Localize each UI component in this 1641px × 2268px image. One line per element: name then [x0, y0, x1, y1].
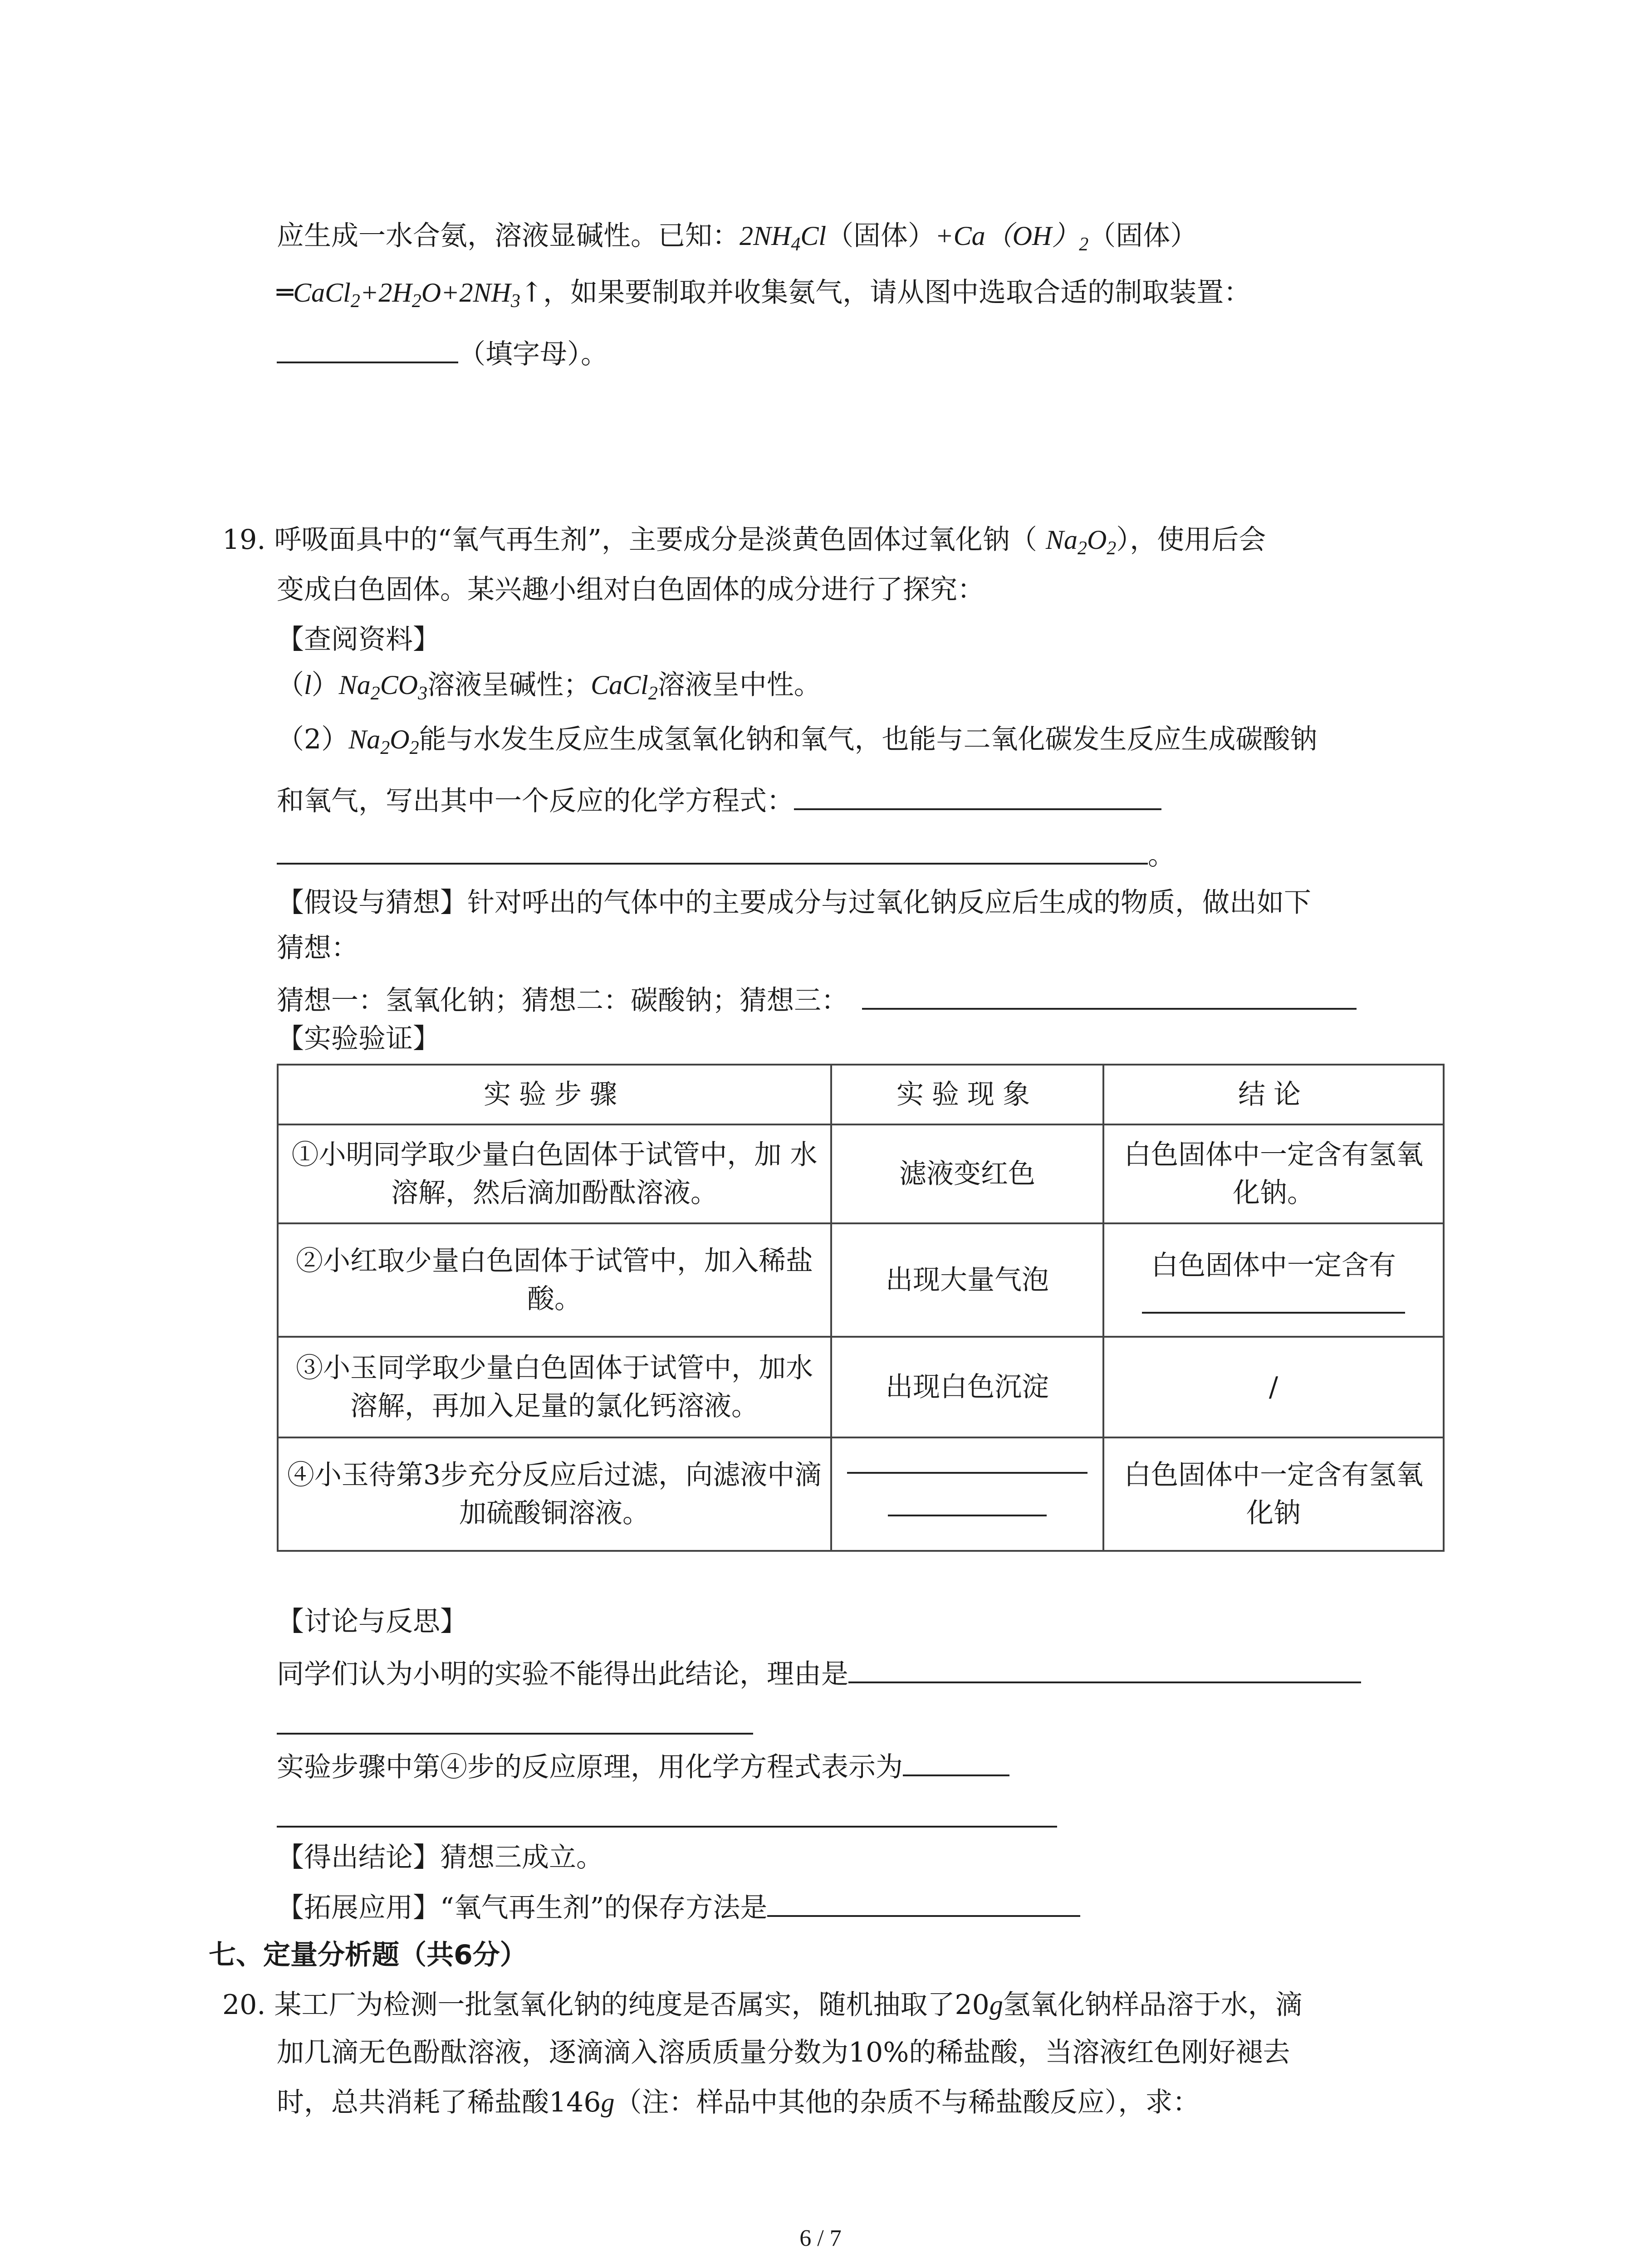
formula-cacl: CaCl — [591, 670, 648, 700]
item-num: （2） — [277, 723, 349, 755]
page-number: 6 / 7 — [799, 2225, 842, 2251]
step-cell: ④小玉待第3步充分反应后过滤，向滤液中滴加硫酸铜溶液。 — [278, 1437, 831, 1551]
phenomenon-cell: 滤液变红色 — [831, 1124, 1103, 1223]
section-title-text: 七、定量分析题（共6分） — [209, 1939, 527, 1971]
research-item-2-line-3 — [277, 835, 1175, 874]
answer-blank[interactable] — [848, 1653, 1361, 1683]
formula-plus: + — [935, 221, 954, 251]
formula-o: O — [1087, 525, 1107, 555]
answer-blank[interactable] — [903, 1746, 1009, 1776]
item-text: 能与水发生反应生成氢氧化钠和氧气，也能与二氧化碳发生反应生成碳酸钠 — [419, 723, 1318, 755]
hypothesis-line-2 — [277, 930, 358, 966]
formula-nh4: NH — [753, 221, 791, 251]
formula-sub: 2 — [370, 683, 380, 704]
answer-blank[interactable] — [794, 780, 1161, 810]
answer-blank[interactable] — [847, 1472, 1087, 1474]
phenomenon-cell — [831, 1437, 1103, 1551]
formula-o: O — [421, 278, 441, 308]
q20-line-1 — [222, 1987, 1303, 2023]
heading-text: 【查阅资料】 — [277, 624, 440, 655]
q18-line-1 — [277, 218, 1197, 254]
formula-sub: 2 — [648, 683, 658, 704]
conclusion-line — [277, 1839, 603, 1876]
research-item-1 — [277, 667, 821, 703]
formula-cacl: CaCl — [293, 278, 351, 308]
discussion-line-2 — [277, 1746, 1009, 1785]
item-text: 溶液呈中性。 — [657, 669, 821, 701]
formula-sub: 2 — [1079, 234, 1089, 255]
formula-sub: 2 — [1107, 538, 1117, 559]
unit: g — [601, 2087, 615, 2117]
q20-text: 20. 某工厂为检测一批氢氧化钠的纯度是否属实，随机抽取了20 — [222, 1989, 989, 2021]
conclusion-cell: 白色固体中一定含有氢氧化钠 — [1103, 1437, 1444, 1551]
item-num: l — [304, 670, 312, 700]
formula-o: O — [390, 724, 410, 754]
formula-plus: +2 — [360, 278, 392, 308]
q19-text: 变成白色固体。某兴趣小组对白色固体的成分进行了探究： — [277, 574, 985, 606]
q18-text: ，如果要制取并收集氨气，请从图中选取合适的制取装置： — [543, 277, 1251, 308]
guesses-text: 猜想一：氢氧化钠；猜想二：碳酸钠；猜想三： — [277, 985, 848, 1017]
formula-oh: （OH） — [985, 221, 1079, 251]
state-label: （固体） — [1088, 220, 1198, 252]
formula-ca: Ca — [953, 221, 985, 251]
table-row — [278, 1124, 1444, 1223]
header-phenomenon: 实验现象 — [831, 1065, 1103, 1124]
table-header-row — [278, 1065, 1444, 1124]
formula-sub: 3 — [418, 683, 428, 704]
formula-h: H — [392, 278, 412, 308]
heading-text: 【实验验证】 — [277, 1023, 440, 1055]
table-row — [278, 1437, 1444, 1551]
discussion-heading — [277, 1603, 467, 1640]
q20-text: （注：样品中其他的杂质不与稀盐酸反应），求： — [614, 2087, 1200, 2118]
period: 。 — [1148, 840, 1175, 871]
formula-sub: 2 — [409, 738, 419, 758]
extension-text: 【拓展应用】“氧气再生剂”的保存方法是 — [277, 1892, 768, 1924]
item-num: ） — [311, 669, 339, 701]
answer-blank[interactable] — [767, 1887, 1080, 1917]
formula-sub: 2 — [411, 291, 421, 312]
conclusion-text: 白色固体中一定含有 — [1151, 1250, 1396, 1281]
discussion-line-1 — [277, 1653, 1361, 1692]
formula-eq: ═ — [277, 277, 294, 308]
item-text: 溶液呈碱性； — [427, 669, 591, 701]
answer-blank[interactable] — [277, 1733, 753, 1735]
conclusion-text: 【得出结论】猜想三成立。 — [277, 1842, 603, 1873]
answer-blank[interactable] — [277, 835, 1148, 865]
answer-blank[interactable] — [277, 333, 458, 363]
q19-intro-2 — [277, 572, 985, 608]
formula-sub: 4 — [791, 234, 801, 255]
research-item-2-line-2 — [277, 780, 1161, 819]
section-title — [209, 1937, 527, 1973]
unit: g — [989, 1990, 1003, 2020]
header-step: 实验步骤 — [278, 1065, 831, 1124]
q18-line-2 — [277, 274, 1251, 311]
q20-line-2 — [277, 2034, 1290, 2071]
extension-line — [277, 1887, 1080, 1926]
conclusion-cell: / — [1103, 1337, 1444, 1437]
item-text: 和氧气，写出其中一个反应的化学方程式： — [277, 785, 794, 817]
formula-sub: 2 — [350, 291, 360, 312]
q19-text: ），使用后会 — [1116, 524, 1266, 556]
discussion-text: 同学们认为小明的实验不能得出此结论，理由是 — [277, 1658, 848, 1690]
step-cell: ③小玉同学取少量白色固体于试管中，加水溶解，再加入足量的氯化钙溶液。 — [278, 1337, 831, 1437]
hypothesis-text: 猜想： — [277, 932, 358, 964]
q20-line-3 — [277, 2084, 1200, 2121]
formula-na: Na — [338, 670, 371, 700]
q20-text: 氢氧化钠样品溶于水，滴 — [1003, 1989, 1303, 2021]
formula-sub: 2 — [1077, 538, 1087, 559]
step-cell: ①小明同学取少量白色固体于试管中，加 水溶解，然后滴加酚酞溶液。 — [278, 1124, 831, 1223]
item-num: （ — [277, 669, 304, 701]
q18-line-3 — [277, 333, 608, 372]
q18-text: 应生成一水合氨，溶液显碱性。已知： — [277, 220, 740, 252]
phenomenon-cell: 出现大量气泡 — [831, 1223, 1103, 1337]
state-label: （固体） — [826, 220, 936, 252]
formula-sub: 3 — [510, 291, 520, 312]
q20-text: 时，总共消耗了稀盐酸146 — [277, 2087, 601, 2118]
answer-blank[interactable] — [888, 1515, 1047, 1516]
research-heading — [277, 621, 440, 658]
header-conclusion: 结论 — [1103, 1065, 1444, 1124]
q19-intro-1 — [222, 522, 1266, 558]
formula-nh: NH — [473, 278, 511, 308]
gas-arrow-icon: ↑ — [520, 277, 544, 308]
hypothesis-line-1 — [277, 885, 1311, 921]
table-row — [278, 1337, 1444, 1437]
experiment-heading — [277, 1021, 440, 1057]
formula-cl: Cl — [800, 221, 827, 251]
formula-na: Na — [348, 724, 381, 754]
conclusion-cell — [1103, 1223, 1444, 1337]
heading-text: 【讨论与反思】 — [277, 1606, 467, 1637]
q19-text: 19. 呼吸面具中的“氧气再生剂”，主要成分是淡黄色固体过氧化钠（ — [222, 524, 1046, 556]
hypothesis-text: 【假设与猜想】针对呼出的气体中的主要成分与过氧化钠反应后生成的物质，做出如下 — [277, 887, 1311, 919]
formula-coef: 2 — [740, 221, 753, 251]
answer-blank[interactable] — [862, 980, 1357, 1010]
phenomenon-cell: 出现白色沉淀 — [831, 1337, 1103, 1437]
formula-na: Na — [1045, 525, 1078, 555]
answer-blank[interactable] — [277, 1826, 1057, 1828]
experiment-table — [277, 1064, 1445, 1552]
guesses-line — [277, 980, 1357, 1019]
table-row — [278, 1223, 1444, 1337]
research-item-2 — [277, 721, 1318, 758]
step-cell: ②小红取少量白色固体于试管中，加入稀盐酸。 — [278, 1223, 831, 1337]
formula-plus: +2 — [441, 278, 473, 308]
conclusion-cell: 白色固体中一定含有氢氧化钠。 — [1103, 1124, 1444, 1223]
formula-sub: 2 — [380, 738, 390, 758]
q18-hint: （填字母）。 — [458, 338, 608, 370]
formula-co: CO — [380, 670, 418, 700]
q20-text: 加几滴无色酚酞溶液，逐滴滴入溶质质量分数为10%的稀盐酸，当溶液红色刚好褪去 — [277, 2037, 1290, 2068]
answer-blank[interactable] — [1142, 1312, 1405, 1314]
discussion-text: 实验步骤中第④步的反应原理，用化学方程式表示为 — [277, 1751, 903, 1783]
